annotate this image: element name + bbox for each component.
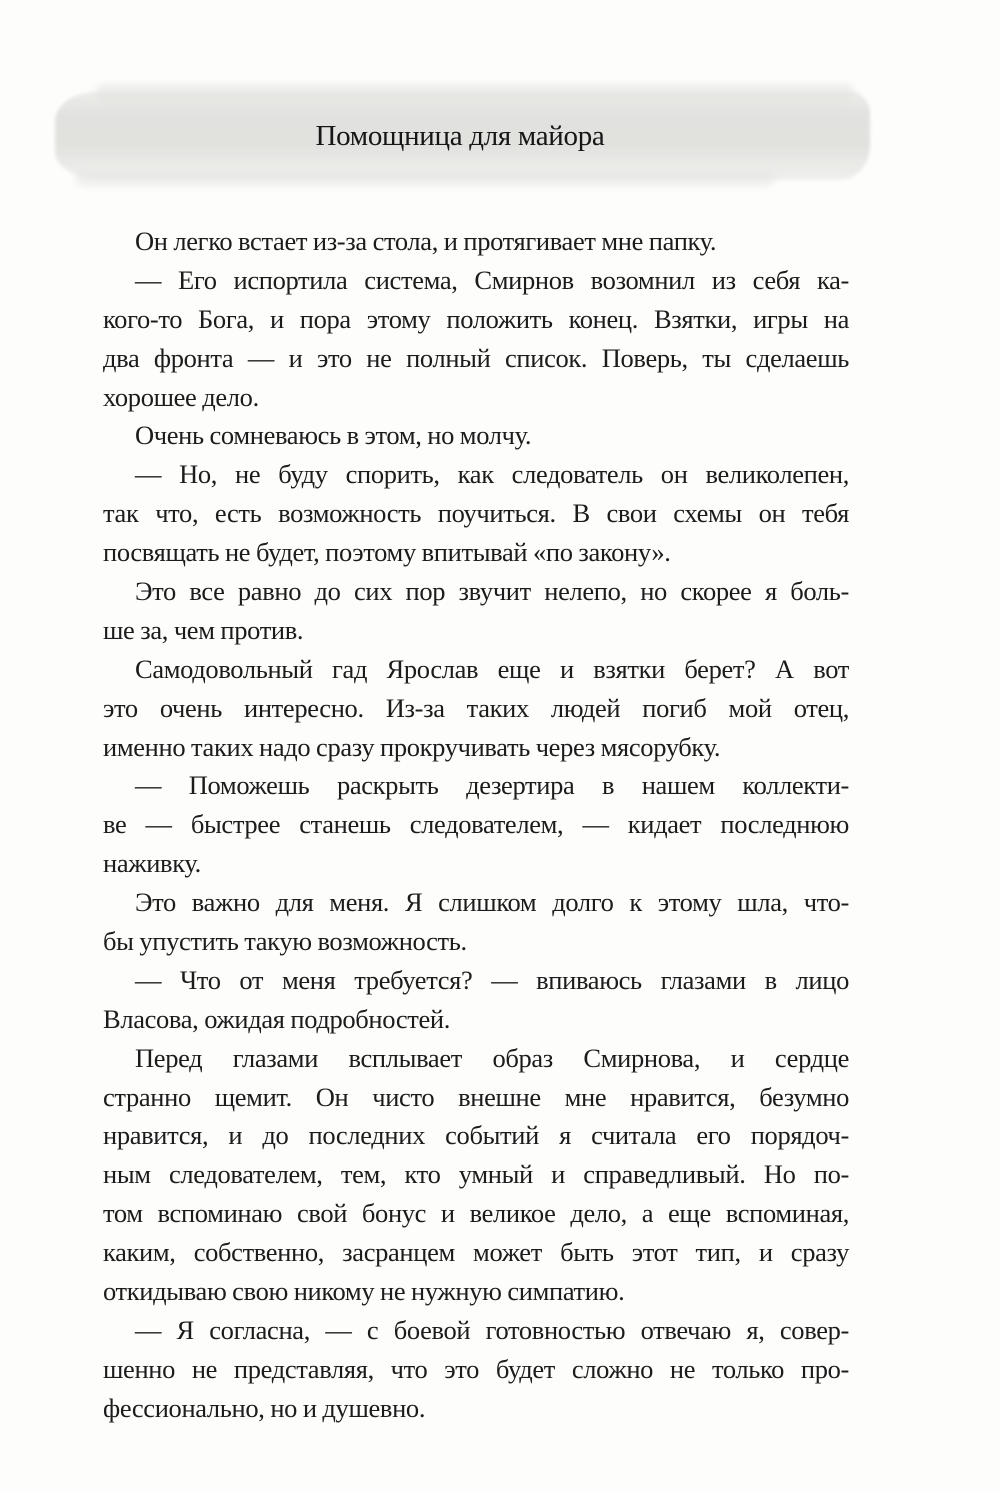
text-line: — Поможешь раскрыть дезертира в нашем коллекти- [135,770,849,801]
text-line: — Но, не буду спорить, как следователь он великолепен, [135,459,849,490]
text-line: два фронта — и это не полный список. Поверь, ты сделаешь [103,342,849,373]
text-line: том вспоминаю свой бонус и великое дело, а еще вспоминая, [103,1198,849,1229]
paragraph [103,1311,849,1428]
paragraph [103,650,849,767]
paragraph [103,455,849,572]
paragraph [103,572,849,650]
text-line: посвящать не будет, поэтому впитывай «по закону». [103,537,671,568]
text-line: фессионально, но и душевно. [103,1392,426,1423]
text-line: Перед глазами всплывает образ Смирнова, и сердце [135,1042,849,1073]
text-line: кого-то Бога, и пора этому положить конец. Взятки, игры на [103,303,849,334]
text-line: Очень сомневаюсь в этом, но молчу. [135,420,532,451]
text-line: Самодовольный гад Ярослав еще и взятки берет? А вот [135,653,849,684]
text-line: откидываю свою никому не нужную симпатию. [103,1276,625,1307]
text-line: — Что от меня требуется? — впиваюсь глазами в лицо [135,964,849,995]
body-text [103,222,849,1428]
text-line: именно таких надо сразу прокручивать через мясорубку. [103,731,721,762]
text-line: так что, есть возможность поучиться. В свои схемы он тебя [103,498,849,529]
text-line: Это важно для меня. Я слишком долго к этому шла, что- [135,887,849,918]
text-line: Власова, ожидая подробностей. [103,1003,450,1034]
paragraph [103,222,849,261]
text-line: это очень интересно. Из-за таких людей погиб мой отец, [103,692,849,723]
text-line: ше за, чем против. [103,614,304,645]
text-line: нравится, и до последних событий я считала его порядоч- [103,1120,849,1151]
text-line: ным следователем, тем, кто умный и справедливый. Но по- [103,1159,849,1190]
paragraph [103,961,849,1039]
text-line: шенно не представляя, что это будет сложно не только про- [103,1353,849,1384]
paragraph [103,261,849,417]
text-line: — Я согласна, — с боевой готовностью отвечаю я, совер- [135,1314,849,1345]
running-title [0,120,920,153]
text-line: каким, собственно, засранцем может быть этот тип, и сразу [103,1237,849,1268]
text-line: хорошее дело. [103,381,259,412]
text-line: ве — быстрее станешь следователем, — кидает последнюю [103,809,849,840]
text-line: бы упустить такую возможность. [103,926,467,957]
running-title-text: Помощница для майора [315,120,605,152]
paragraph [103,766,849,883]
paragraph [103,883,849,961]
paragraph [103,1039,849,1311]
text-line: Это все равно до сих пор звучит нелепо, но скорее я боль- [135,576,849,607]
text-line: — Его испортила система, Смирнов возомнил из себя ка- [135,264,849,295]
text-line: Он легко встает из-за стола, и протягивает мне папку. [135,226,717,256]
text-line: странно щемит. Он чисто внешне мне нравится, безумно [103,1081,849,1112]
paragraph [103,416,849,455]
text-line: наживку. [103,848,201,879]
